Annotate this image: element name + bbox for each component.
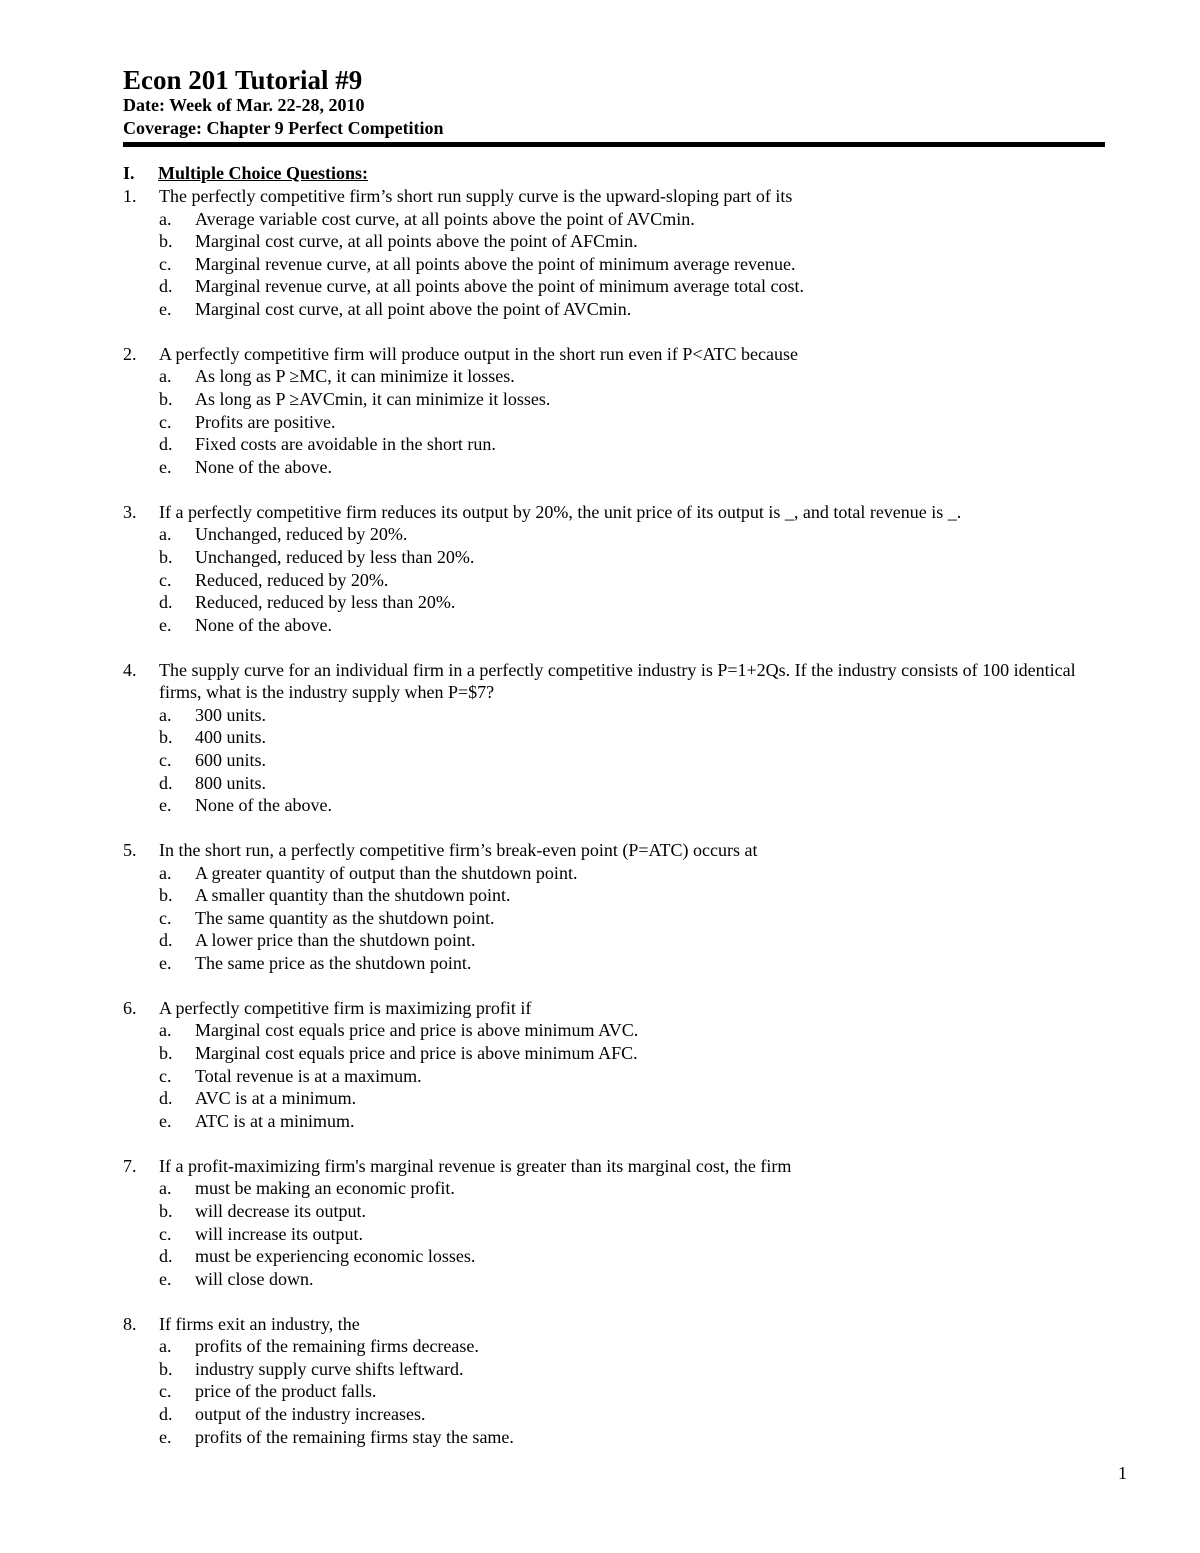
option-b: [159, 1042, 1098, 1065]
option-letter: a.: [159, 208, 172, 229]
question-8: [123, 1313, 1098, 1449]
option-letter: c.: [159, 1381, 172, 1402]
option-letter: e.: [159, 456, 172, 477]
question-number: 3.: [123, 501, 137, 522]
option-text: must be making an economic profit.: [195, 1178, 455, 1199]
option-text: As long as P ≥AVCmin, it can minimize it losses.: [195, 389, 551, 410]
option-c: [159, 1380, 1098, 1403]
option-letter: d.: [159, 592, 173, 613]
option-text: A smaller quantity than the shutdown point.: [195, 885, 511, 906]
option-text: Marginal cost equals price and price is above minimum AVC.: [195, 1020, 639, 1041]
option-letter: c.: [159, 569, 172, 590]
option-text: output of the industry increases.: [195, 1403, 426, 1424]
option-text: Profits are positive.: [195, 411, 336, 432]
option-b: [159, 1200, 1098, 1223]
option-letter: e.: [159, 1426, 172, 1447]
option-letter: a.: [159, 524, 172, 545]
option-a: [159, 365, 1098, 388]
option-d: [159, 1403, 1098, 1426]
option-text: A lower price than the shutdown point.: [195, 930, 476, 951]
option-e: [159, 1426, 1098, 1449]
option-text: A greater quantity of output than the shutdown point.: [195, 862, 578, 883]
option-c: [159, 749, 1098, 772]
option-b: [159, 388, 1098, 411]
option-e: [159, 456, 1098, 479]
document-title: Econ 201 Tutorial #9: [123, 65, 363, 95]
option-text: ATC is at a minimum.: [195, 1110, 355, 1131]
option-letter: b.: [159, 885, 173, 906]
option-text: None of the above.: [195, 614, 332, 635]
document-date: Date: Week of Mar. 22-28, 2010: [123, 95, 365, 115]
option-list: [123, 1335, 1098, 1448]
option-letter: c.: [159, 749, 172, 770]
header-divider: [123, 142, 1105, 147]
option-d: [159, 433, 1098, 456]
option-text: AVC is at a minimum.: [195, 1088, 357, 1109]
option-a: [159, 1177, 1098, 1200]
option-e: [159, 298, 1098, 321]
question-6: [123, 997, 1098, 1133]
option-letter: e.: [159, 298, 172, 319]
option-letter: b.: [159, 1200, 173, 1221]
option-c: [159, 411, 1098, 434]
question-number: 2.: [123, 343, 137, 364]
option-letter: e.: [159, 795, 172, 816]
option-letter: e.: [159, 953, 172, 973]
option-e: [159, 952, 1098, 975]
question-number: 8.: [123, 1313, 137, 1334]
option-c: [159, 1065, 1098, 1088]
question-text: If a profit-maximizing firm's marginal revenue is greater than its marginal cost, the firm: [159, 1155, 792, 1176]
option-d: [159, 772, 1098, 795]
option-d: [159, 591, 1098, 614]
option-text: 800 units.: [195, 772, 267, 793]
option-text: profits of the remaining firms stay the same.: [195, 1426, 514, 1447]
option-text: Reduced, reduced by 20%.: [195, 569, 389, 590]
question-text: In the short run, a perfectly competitive firm’s break-even point (P=ATC) occurs at: [159, 840, 758, 861]
option-b: [159, 546, 1098, 569]
option-text: Marginal cost curve, at all points above the point of AFCmin.: [195, 231, 638, 252]
option-letter: d.: [159, 434, 173, 455]
option-b: [159, 726, 1098, 749]
question-number: 7.: [123, 1155, 137, 1176]
section-number: I.: [123, 163, 135, 183]
question-4: [123, 659, 1098, 817]
question-text: A perfectly competitive firm will produce output in the short run even if P<ATC because: [159, 343, 798, 364]
option-b: [159, 884, 1098, 907]
option-c: [159, 253, 1098, 276]
option-text: 600 units.: [195, 749, 267, 770]
question-2: [123, 343, 1098, 479]
option-b: [159, 1358, 1098, 1381]
question-text: The supply curve for an individual firm in a perfectly competitive industry is P=1+2Qs. If the industry consists of 100 identical firms, what is the industry supply when P=$7?: [159, 659, 1076, 703]
option-d: [159, 275, 1098, 298]
option-e: [159, 614, 1098, 637]
question-number: 5.: [123, 840, 137, 861]
document-coverage: Coverage: Chapter 9 Perfect Competition: [123, 118, 444, 138]
option-list: [123, 208, 1098, 321]
option-letter: b.: [159, 389, 173, 410]
question-3: [123, 501, 1098, 637]
option-letter: d.: [159, 772, 173, 793]
option-letter: c.: [159, 253, 172, 274]
option-letter: d.: [159, 1246, 173, 1267]
section-title: Multiple Choice Questions:: [158, 163, 368, 183]
option-a: [159, 1335, 1098, 1358]
option-a: [159, 1019, 1098, 1042]
option-text: Unchanged, reduced by less than 20%.: [195, 546, 475, 567]
question-number: 1.: [123, 186, 137, 206]
option-list: [123, 523, 1098, 636]
option-d: [159, 1087, 1098, 1110]
option-text: Marginal cost equals price and price is above minimum AFC.: [195, 1043, 638, 1064]
section-heading: [123, 162, 368, 184]
option-d: [159, 1245, 1098, 1268]
option-text: industry supply curve shifts leftward.: [195, 1358, 464, 1379]
option-c: [159, 907, 1098, 930]
option-text: will decrease its output.: [195, 1200, 366, 1221]
option-text: Total revenue is at a maximum.: [195, 1065, 422, 1086]
option-list: [123, 704, 1098, 817]
option-a: [159, 862, 1098, 885]
option-a: [159, 523, 1098, 546]
option-text: must be experiencing economic losses.: [195, 1246, 476, 1267]
option-text: Marginal revenue curve, at all points above the point of minimum average revenue.: [195, 253, 796, 274]
question-text: If a perfectly competitive firm reduces its output by 20%, the unit price of its output is _, and total revenue is _.: [159, 501, 962, 522]
option-e: [159, 794, 1098, 817]
option-letter: d.: [159, 1403, 173, 1424]
option-list: [123, 1019, 1098, 1132]
option-text: The same quantity as the shutdown point.: [195, 907, 495, 928]
question-list: [123, 185, 1098, 1470]
option-text: Reduced, reduced by less than 20%.: [195, 592, 456, 613]
option-letter: b.: [159, 1358, 173, 1379]
option-letter: a.: [159, 1020, 172, 1041]
option-text: Marginal revenue curve, at all points above the point of minimum average total cost.: [195, 276, 804, 297]
option-letter: c.: [159, 1065, 172, 1086]
option-text: 400 units.: [195, 727, 267, 748]
option-b: [159, 230, 1098, 253]
question-7: [123, 1155, 1098, 1291]
option-text: Fixed costs are avoidable in the short run.: [195, 434, 496, 455]
option-text: As long as P ≥MC, it can minimize it losses.: [195, 366, 515, 387]
question-text: If firms exit an industry, the: [159, 1313, 360, 1334]
option-text: Unchanged, reduced by 20%.: [195, 524, 408, 545]
option-text: None of the above.: [195, 795, 332, 816]
option-letter: a.: [159, 366, 172, 387]
option-letter: e.: [159, 1268, 172, 1289]
option-letter: c.: [159, 907, 172, 928]
option-d: [159, 929, 1098, 952]
option-letter: b.: [159, 231, 173, 252]
option-list: [123, 1177, 1098, 1290]
option-text: The same price as the shutdown point.: [195, 953, 472, 973]
question-number: 6.: [123, 997, 137, 1018]
option-letter: c.: [159, 411, 172, 432]
option-letter: d.: [159, 930, 173, 951]
option-text: price of the product falls.: [195, 1381, 377, 1402]
option-letter: e.: [159, 1110, 172, 1131]
option-letter: e.: [159, 614, 172, 635]
question-1: [123, 185, 1098, 321]
option-letter: b.: [159, 727, 173, 748]
option-text: will increase its output.: [195, 1223, 363, 1244]
option-c: [159, 569, 1098, 592]
option-text: profits of the remaining firms decrease.: [195, 1336, 479, 1357]
question-number: 4.: [123, 659, 137, 680]
page-number: 1: [1118, 1463, 1127, 1483]
question-text: A perfectly competitive firm is maximizing profit if: [159, 997, 532, 1018]
option-a: [159, 704, 1098, 727]
option-text: Average variable cost curve, at all points above the point of AVCmin.: [195, 208, 695, 229]
option-list: [123, 365, 1098, 478]
option-text: Marginal cost curve, at all point above the point of AVCmin.: [195, 298, 632, 319]
option-letter: c.: [159, 1223, 172, 1244]
option-e: [159, 1110, 1098, 1133]
option-list: [123, 862, 1098, 975]
option-text: None of the above.: [195, 456, 332, 477]
option-e: [159, 1268, 1098, 1291]
option-letter: d.: [159, 1088, 173, 1109]
question-text: The perfectly competitive firm’s short run supply curve is the upward-sloping part of its: [159, 186, 793, 206]
option-letter: a.: [159, 862, 172, 883]
option-letter: a.: [159, 1336, 172, 1357]
option-c: [159, 1223, 1098, 1246]
option-a: [159, 208, 1098, 231]
option-letter: b.: [159, 1043, 173, 1064]
question-5: [123, 839, 1098, 975]
option-letter: b.: [159, 546, 173, 567]
option-letter: a.: [159, 1178, 172, 1199]
option-letter: a.: [159, 704, 172, 725]
option-text: will close down.: [195, 1268, 314, 1289]
option-text: 300 units.: [195, 704, 267, 725]
option-letter: d.: [159, 276, 173, 297]
